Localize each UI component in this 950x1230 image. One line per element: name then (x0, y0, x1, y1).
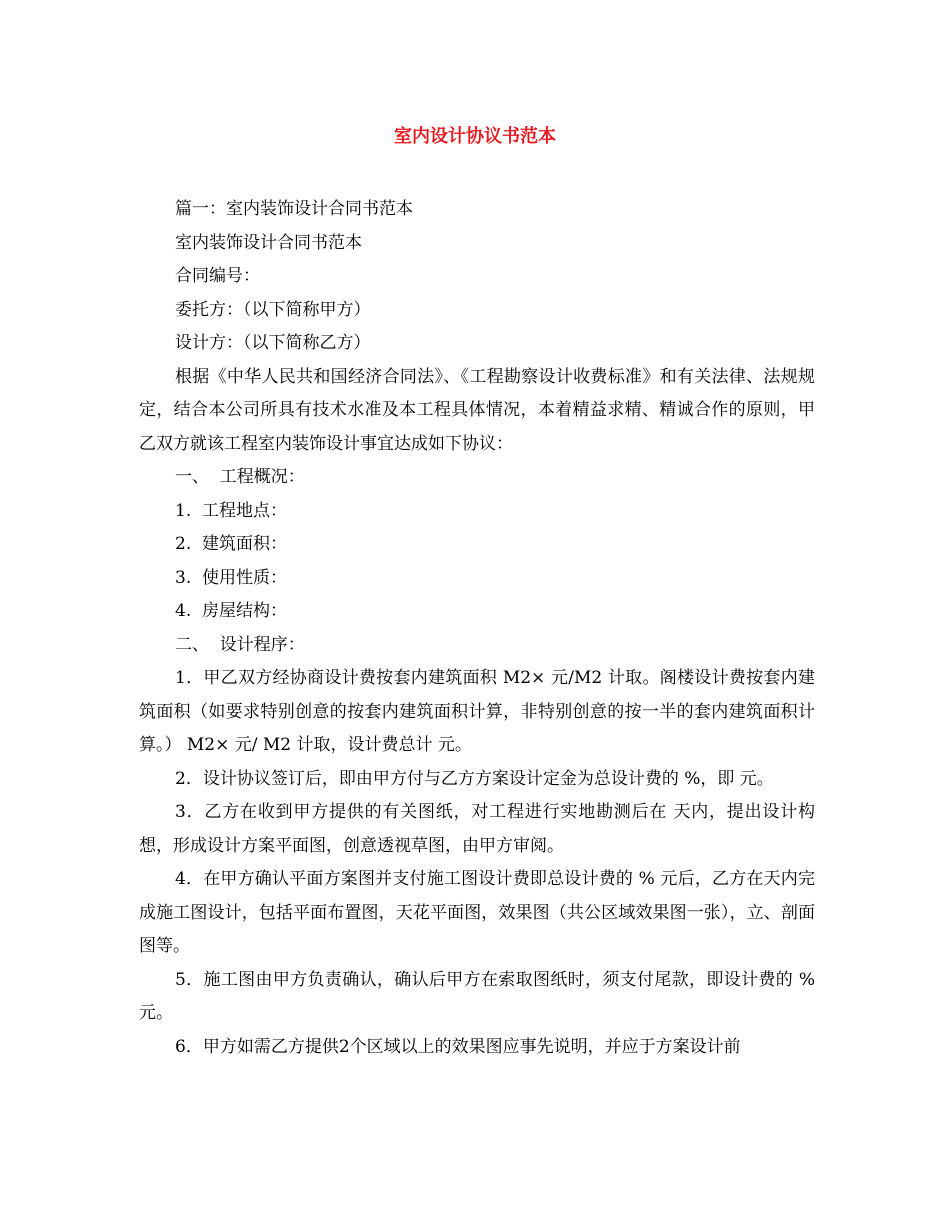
section-heading-design-procedure: 二、 设计程序： (175, 634, 305, 655)
clause-5-final-payment: 5．施工图由甲方负责确认，确认后甲方在索取图纸时，须支付尾款，即设计费的 % 元。 (139, 969, 821, 1023)
list-item-project-location: 1. 工程地点： (175, 500, 288, 521)
paragraph-client: 委托方：（以下简称甲方） (175, 299, 371, 320)
list-item-floor-area: 2. 建筑面积： (175, 534, 288, 554)
paragraph-designer: 设计方：（以下简称乙方） (175, 333, 371, 353)
clause-2-deposit: 2．设计协议签订后，即由甲方付与乙方方案设计定金为总设计费的 %，即 元。 (175, 768, 774, 789)
clause-4-construction-drawings: 4．在甲方确认平面方案图并支付施工图设计费即总设计费的 % 元后，乙方在天内完成施工图设计，包括平面布置图，天花平面图，效果图（共公区域效果图一张），立、剖面图等。 (139, 869, 815, 956)
section-heading-project-overview: 一、 工程概况： (175, 467, 305, 487)
document-body (139, 193, 821, 1064)
list-item-structure: 4. 房屋结构： (175, 601, 288, 621)
clause-6-renderings: 6．甲方如需乙方提供2个区域以上的效果图应事先说明，并应于方案设计前 (175, 1036, 741, 1057)
clause-1-design-fee: 1．甲乙双方经协商设计费按套内建筑面积 M2× 元/M2 计取。阁楼设计费按套内建筑面积（如要求特别创意的按套内建筑面积计算，非特别创意的按一半的套内建筑面积计算。） M2× 元/ M2 计取，设计费总计 元。 (139, 668, 815, 755)
paragraph-preamble: 根据《中华人民共和国经济合同法》、《工程勘察设计收费标准》和有关法律、法规规定，结合本公司所具有技术水准及本工程具体情况，本着精益求精、精诚合作的原则，甲乙双方就该工程室内装饰设计事宜达成如下协议： (139, 366, 815, 454)
document-title: 室内设计协议书范本 (394, 126, 556, 147)
list-item-usage: 3. 使用性质： (175, 567, 288, 588)
clause-3-survey: 3．乙方在收到甲方提供的有关图纸，对工程进行实地勘测后在 天内，提出设计构想，形成设计方案平面图，创意透视草图，由甲方审阅。 (139, 802, 815, 856)
paragraph-heading-part-one: 篇一：室内装饰设计合同书范本 (175, 199, 413, 219)
paragraph-contract-number: 合同编号： (175, 266, 260, 286)
paragraph-contract-name: 室内装饰设计合同书范本 (175, 232, 362, 253)
